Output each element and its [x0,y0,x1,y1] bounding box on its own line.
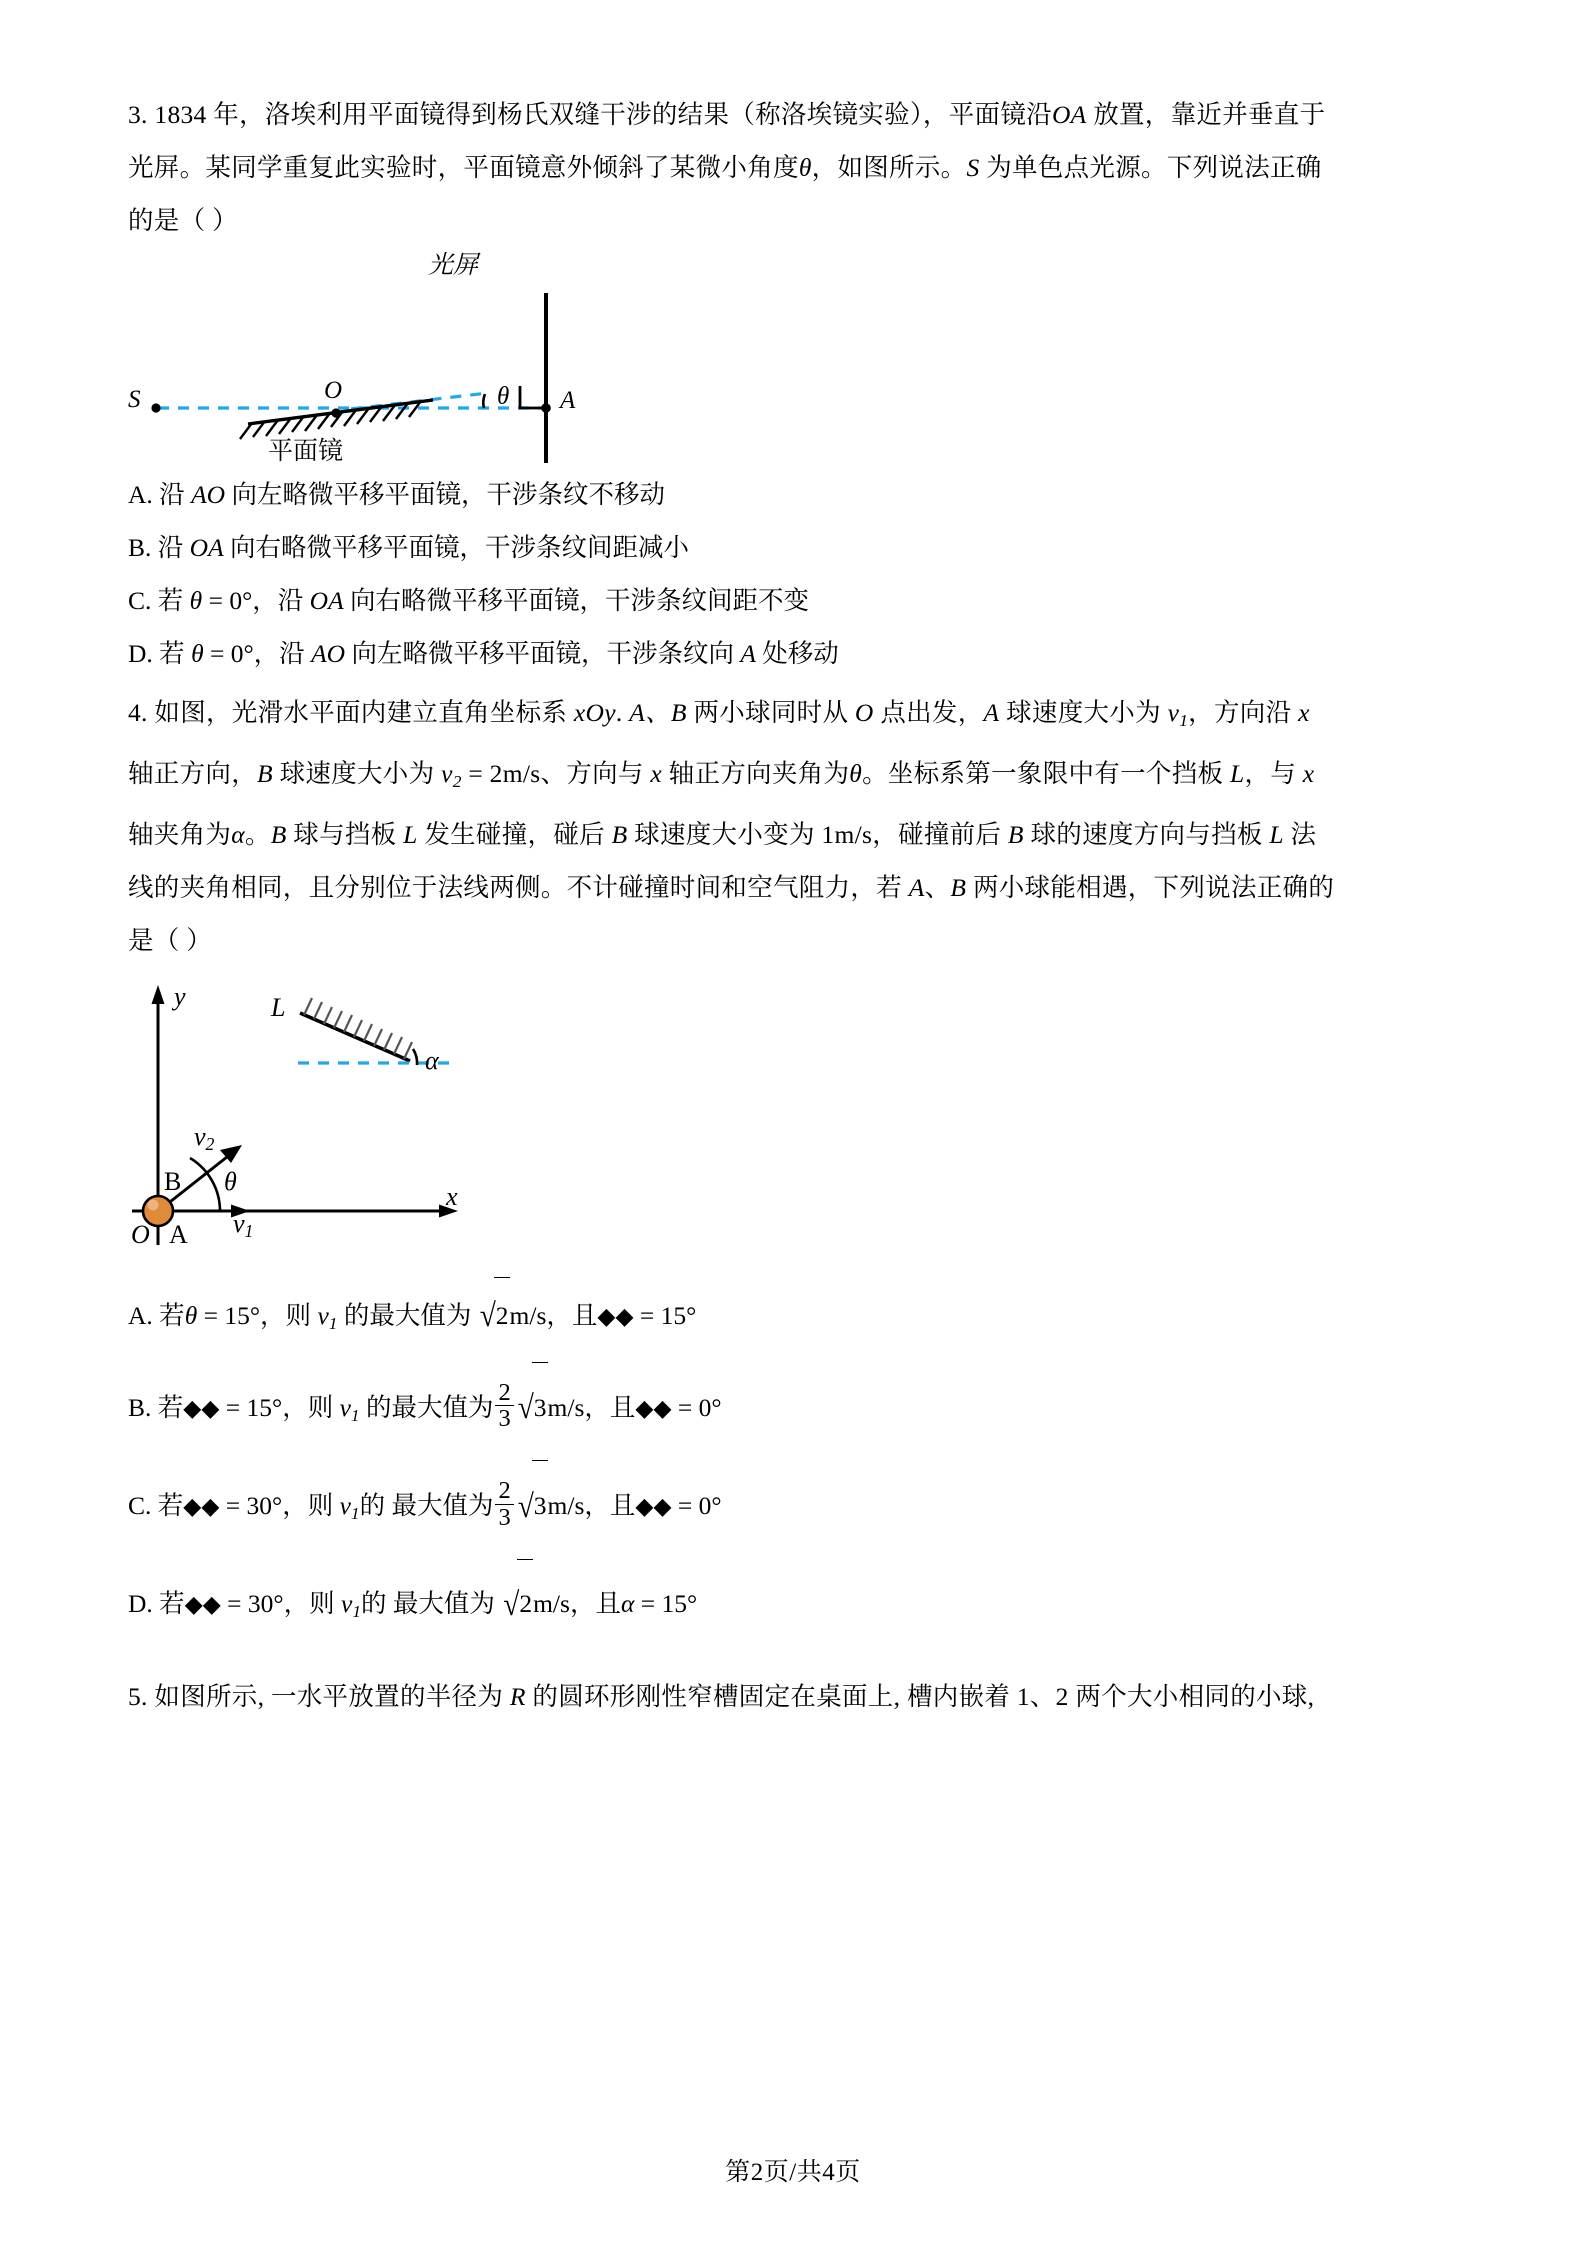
q4-opt-c-missing-glyph-1: ◆◆ [183,1492,220,1521]
q4-l1-a: 4. 如图，光滑水平面内建立直角坐标系 [128,698,574,727]
q5-l1-R: R [509,1682,526,1712]
q4-opt-d-mid: = 30°，则 [220,1589,341,1619]
q4-l3-B: B [270,819,287,849]
q4-opt-a-sym1: θ [184,1300,198,1330]
q4-opt-c-missing-glyph-2: ◆◆ [635,1492,672,1521]
q4-opt-c-tail: = 0° [671,1491,722,1521]
q4-option-a[interactable] [128,1277,1468,1362]
q4-opt-c-key: C. [128,1491,152,1521]
baffle-hatching [304,998,412,1059]
q4-line-2 [128,747,1468,808]
q4-l3-e: 球速度大小变为 1m/s，碰撞前后 [627,819,1008,849]
q4-l1-d: 点出发， [873,698,984,727]
ball-highlight [148,1199,159,1210]
q3-option-c-oa: OA [309,586,344,615]
q4-l3-B3: B [1007,819,1024,849]
q4-opt-c-v: v [339,1491,351,1521]
v1-subscript: 1 [244,1220,254,1241]
q4-l1-f: ，方向沿 [1188,698,1299,727]
q3-option-b-post: 向右略微平移平面镜，干涉条纹间距减小 [223,533,690,562]
q3-option-d-a: A [740,639,756,668]
q4-opt-a-key: A. [128,1300,153,1330]
q3-option-a[interactable] [128,468,1468,521]
q4-l4-c: 两小球能相遇，下列说法正确的 [966,872,1335,902]
q3-line2-text-c: 为单色点光源。下列说法正确 [979,153,1322,182]
q3-option-c[interactable] [128,574,1468,627]
q3-option-d-pre: 若 [152,639,192,668]
q3-option-d-theta: θ [191,639,204,668]
alpha-arc [413,1049,417,1065]
q4-opt-a-mid2: 的最大值为 [337,1300,478,1330]
q3-line2-text-a: 光屏。某同学重复此实验时，平面镜意外倾斜了某微小角度 [128,153,799,182]
q3-option-c-theta: θ [189,586,203,615]
theta-angle-label: θ [497,383,510,410]
q4-l1-bigA: A [983,698,1000,727]
q4-opt-b-missing-glyph-1: ◆◆ [183,1393,220,1422]
q4-opt-d-vsub: 1 [352,1602,361,1622]
q4-l1-xoy: xOy [573,698,616,727]
coordinate-svg [128,977,1468,1277]
source-label-s: S [128,386,141,413]
q4-l3-f: 球的速度方向与挡板 [1023,819,1270,849]
q4-opt-b-frac-den: 3 [495,1405,513,1432]
q4-l3-a: 轴夹角为 [128,819,232,849]
q3-option-b-key: B. [128,533,152,562]
q5-l1-b: 的圆环形刚性窄槽固定在桌面上, 槽内嵌着 1、2 两个大小相同的小球, [525,1682,1315,1712]
question-4 [128,686,1468,1656]
q4-opt-d-v: v [340,1589,353,1619]
origin-label: O [131,1219,150,1249]
q3-option-a-post: 向左略微平移平面镜，干涉条纹不移动 [225,480,665,509]
q3-option-d-ao: AO [311,639,346,668]
q4-line-3 [128,808,1468,861]
q4-l2-x: x [650,758,662,788]
q4-opt-b-missing-glyph-2: ◆◆ [635,1393,672,1422]
q4-opt-a-radicand: 2 [495,1300,509,1330]
q5-l1-a: 5. 如图所示, 一水平放置的半径为 [128,1682,510,1712]
q4-opt-b-fraction [495,1380,513,1432]
q3-option-c-post: 向右略微平移平面镜，干涉条纹间距不变 [343,586,810,615]
q4-l2-x2: x [1302,758,1315,788]
q4-opt-b-unit: m/s [547,1392,585,1422]
q3-option-d-key: D. [128,639,153,668]
page-footer [0,2152,1586,2188]
q4-opt-b-mid: = 15°，则 [219,1392,340,1422]
v2-letter: v [194,1121,206,1151]
q4-opt-d-mid2: 的 最大值为 [360,1589,502,1619]
q4-l2-b: 球速度大小为 [272,758,442,788]
q4-opt-c-sqrt: √3 [516,1460,548,1552]
q4-l3-b: 。 [244,819,271,849]
q3-option-b-pre: 沿 [151,533,190,562]
q4-opt-c-fraction [495,1478,513,1530]
q4-opt-c-mid: = 30°，则 [219,1491,340,1521]
q4-opt-a-sqrt: √2 [478,1277,510,1355]
q4-opt-a-missing-glyph: ◆◆ [597,1301,634,1330]
q4-l2-e: 。坐标系第一象限中有一个挡板 [862,758,1230,788]
q3-option-a-key: A. [128,480,153,509]
q3-option-d-tail: 处移动 [755,639,839,668]
q5-line-1 [128,1670,1468,1723]
q4-opt-b-frac-num: 2 [498,1378,511,1406]
q4-option-d[interactable] [128,1559,1468,1656]
point-o-dot [331,408,340,417]
q4-opt-a-vsub: 1 [328,1313,338,1333]
q4-opt-a-unit: m/s [509,1300,547,1330]
q4-opt-b-tail: = 0° [671,1392,722,1422]
q4-l1-o: O [854,698,874,727]
q4-opt-a-pre: 若 [152,1300,185,1330]
q4-option-b[interactable] [128,1362,1468,1461]
q4-l2-f: ，与 [1244,758,1303,788]
q4-l2-c: = 2m/s、方向与 [461,758,651,788]
q3-option-d-mid: = 0°，沿 [203,639,312,668]
q3-option-b[interactable] [128,521,1468,574]
q4-opt-b-v: v [339,1392,351,1422]
right-angle-marker [520,386,542,408]
q4-opt-c-pre: 若 [151,1491,184,1521]
q4-opt-c-vsub: 1 [350,1504,360,1524]
q4-option-c[interactable] [128,1460,1468,1559]
q3-line1-text-a: 3. 1834 年，洛埃利用平面镜得到杨氏双缝干涉的结果（称洛埃镜实验），平面镜沿 [128,100,1052,129]
q4-l3-alpha: α [231,819,245,849]
q4-l2-L: L [1229,758,1245,788]
q4-l2-d: 轴正方向夹角为 [661,758,850,788]
q4-opt-b-key: B. [128,1392,152,1422]
q4-l2-v2: v [441,758,453,788]
q4-l1-e: 球速度大小为 [999,698,1168,727]
q4-l4-B: B [950,872,967,902]
q3-line2-theta: θ [798,153,812,182]
q3-line2-s: S [966,153,980,182]
q3-option-c-pre: 若 [151,586,190,615]
q3-option-d[interactable] [128,627,1468,680]
q4-opt-c-radicand: 3 [533,1491,547,1521]
q4-l2-v2sub: 2 [452,771,462,791]
q4-opt-a-tail: = 15° [633,1300,697,1330]
ball-a-label: A [169,1219,188,1249]
q4-opt-c-frac-num: 2 [498,1477,511,1505]
q4-l3-L2: L [1269,819,1284,849]
q4-opt-b-tailpre: ，且 [584,1392,636,1422]
theta-angle-arc [483,394,485,408]
v1-label [233,1209,253,1242]
q4-opt-c-unit: m/s [547,1491,585,1521]
y-axis-arrowhead [152,985,165,1004]
baffle-label: L [271,992,286,1022]
q4-opt-b-pre: 若 [151,1392,184,1422]
q3-option-a-pre: 沿 [152,480,192,509]
q4-opt-c-mid2: 的 最大值为 [359,1491,494,1521]
q3-line-2 [128,141,1468,194]
q4-opt-c-tailpre: ，且 [584,1491,636,1521]
question-5 [128,1670,1468,1723]
q3-line-1 [128,88,1468,141]
q4-l3-g: 法 [1283,819,1317,849]
q4-l1-c: 两小球同时从 [686,698,855,727]
q4-l1-x: x [1298,698,1310,727]
q4-opt-d-pre: 若 [152,1589,185,1619]
q4-opt-d-sqrt: √2 [501,1559,533,1649]
v2-subscript: 2 [205,1133,215,1154]
q3-line2-text-b: ，如图所示。 [811,153,967,182]
q3-figure-lloyd-mirror [128,253,1468,468]
alpha-label: α [425,1045,439,1075]
q4-figure-coordinate-system [128,977,1468,1277]
q4-l2-B: B [257,758,273,788]
q4-l2-a: 轴正方向， [128,758,258,788]
q4-l2-theta: θ [849,758,863,788]
q4-l1-v1sub: 1 [1179,710,1189,730]
q4-line-4 [128,861,1468,914]
point-a-dot [541,403,551,413]
q3-option-c-key: C. [128,586,152,615]
page-content [128,88,1468,1723]
q4-opt-b-mid2: 的最大值为 [359,1392,494,1422]
screen-label: 光屏 [428,252,479,279]
q3-option-a-italic: AO [191,480,226,509]
q4-opt-c-frac-den: 3 [495,1504,513,1531]
q4-l3-c: 球与挡板 [286,819,404,849]
q4-l1-v1: v [1167,698,1180,727]
q3-option-d-post: 向左略微平移平面镜，干涉条纹向 [345,639,741,668]
q4-l3-d: 发生碰撞，碰后 [417,819,612,849]
point-a-label: A [560,387,576,414]
q4-l4-A: A [908,872,925,902]
q4-line-5: 是（ ） [128,925,213,955]
q4-opt-d-missing-glyph: ◆◆ [184,1590,221,1619]
q3-line1-oa: OA [1051,100,1087,129]
q3-option-b-italic: OA [189,533,224,562]
q4-opt-a-tailpre: ，且 [546,1300,598,1330]
v2-label [194,1122,214,1155]
q4-opt-d-unit: m/s [533,1589,570,1619]
point-s-dot [151,403,160,412]
q4-opt-d-key: D. [128,1589,153,1619]
q3-line-3: 的是（ ） [128,206,238,235]
q4-opt-a-mid: = 15°，则 [197,1300,318,1330]
point-o-label: O [324,377,343,404]
x-axis-label: x [446,1181,458,1211]
q4-opt-d-tail: = 15° [634,1589,698,1619]
q3-option-c-mid: = 0°，沿 [202,586,310,615]
q4-l4-a: 线的夹角相同，且分别位于法线两侧。不计碰撞时间和空气阻力，若 [128,872,909,902]
q4-l4-b: 、 [924,872,951,902]
y-axis-label: y [174,981,186,1011]
q3-line1-text-b: 放置，靠近并垂直于 [1086,100,1326,129]
q4-l3-B2: B [611,819,628,849]
q4-opt-d-radicand: 2 [519,1589,533,1619]
mirror-label: 平面镜 [268,438,344,465]
q4-opt-b-sqrt: √3 [516,1362,548,1454]
q4-opt-b-vsub: 1 [350,1405,360,1425]
q4-l1-b: . [615,698,630,727]
ball-b-label: B [164,1166,182,1196]
q4-opt-d-alpha: α [620,1589,635,1619]
q4-l3-L: L [403,819,418,849]
v1-letter: v [233,1208,245,1238]
q4-opt-b-radicand: 3 [533,1392,547,1422]
q4-l1-ab: A、B [629,698,687,727]
q4-line-1 [128,686,1468,747]
question-3 [128,88,1468,680]
q4-opt-d-tailpre: ，且 [569,1589,621,1619]
q4-opt-a-v: v [317,1300,329,1330]
page-number-text: 第2页/共4页 [725,2159,861,2186]
theta-label: θ [224,1166,237,1196]
